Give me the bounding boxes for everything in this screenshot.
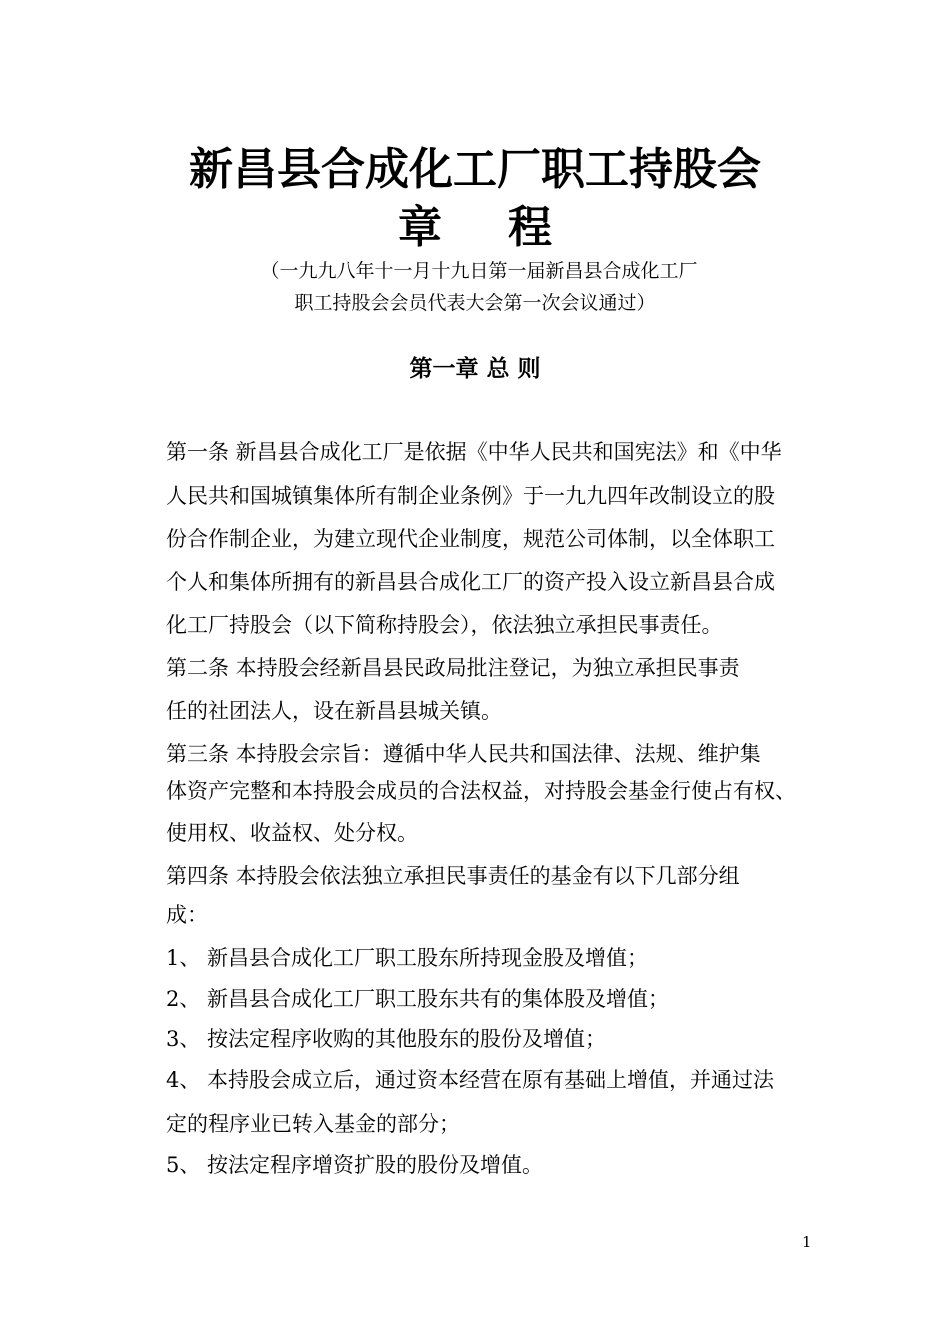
- adoption-note-line-2: 职工持股会会员代表大会第一次会议通过）: [294, 292, 656, 314]
- chapter-heading: 第一章 总 则: [409, 355, 541, 382]
- adoption-note-line-1: （一九九八年十一月十九日第一届新昌县合成化工厂: [260, 260, 698, 282]
- body-line: 人民共和国城镇集体所有制企业条例》于一九九四年改制设立的股: [166, 484, 775, 508]
- list-item: 1、 新昌县合成化工厂职工股东所持现金股及增值；: [166, 946, 649, 970]
- body-line: 第四条 本持股会依法独立承担民事责任的基金有以下几部分组: [166, 864, 740, 888]
- list-item: 2、 新昌县合成化工厂职工股东共有的集体股及增值；: [166, 987, 670, 1011]
- list-item-continuation: 定的程序业已转入基金的部分；: [166, 1112, 460, 1136]
- body-line: 个人和集体所拥有的新昌县合成化工厂的资产投入设立新昌县合成: [166, 570, 775, 594]
- body-line: 第一条 新昌县合成化工厂是依据《中华人民共和国宪法》和《中华: [166, 440, 782, 464]
- body-line: 化工厂持股会（以下简称持股会），依法独立承担民事责任。: [166, 613, 723, 637]
- document-title: 新昌县合成化工厂职工持股会: [189, 144, 761, 195]
- page-number: 1: [802, 1233, 812, 1251]
- document-subtitle: [0, 200, 950, 256]
- body-line: 任的社团法人，设在新昌县城关镇。: [166, 699, 502, 723]
- body-line: 使用权、收益权、处分权。: [166, 821, 418, 845]
- list-item: 3、 按法定程序收购的其他股东的股份及增值；: [166, 1027, 607, 1051]
- list-item: 5、 按法定程序增资扩股的股份及增值。: [166, 1153, 544, 1177]
- body-line: 份合作制企业，为建立现代企业制度，规范公司体制，以全体职工: [166, 527, 775, 551]
- subtitle-char-2: 程: [508, 202, 552, 253]
- body-line: 第三条 本持股会宗旨：遵循中华人民共和国法律、法规、维护集: [166, 742, 761, 766]
- subtitle-char-1: 章: [398, 202, 442, 253]
- body-line: 成：: [166, 903, 208, 927]
- body-line: 体资产完整和本持股会成员的合法权益，对持股会基金行使占有权、: [166, 779, 796, 803]
- body-line: 第二条 本持股会经新昌县民政局批注登记，为独立承担民事责: [166, 656, 740, 680]
- list-item: 4、 本持股会成立后，通过资本经营在原有基础上增值，并通过法: [166, 1068, 775, 1092]
